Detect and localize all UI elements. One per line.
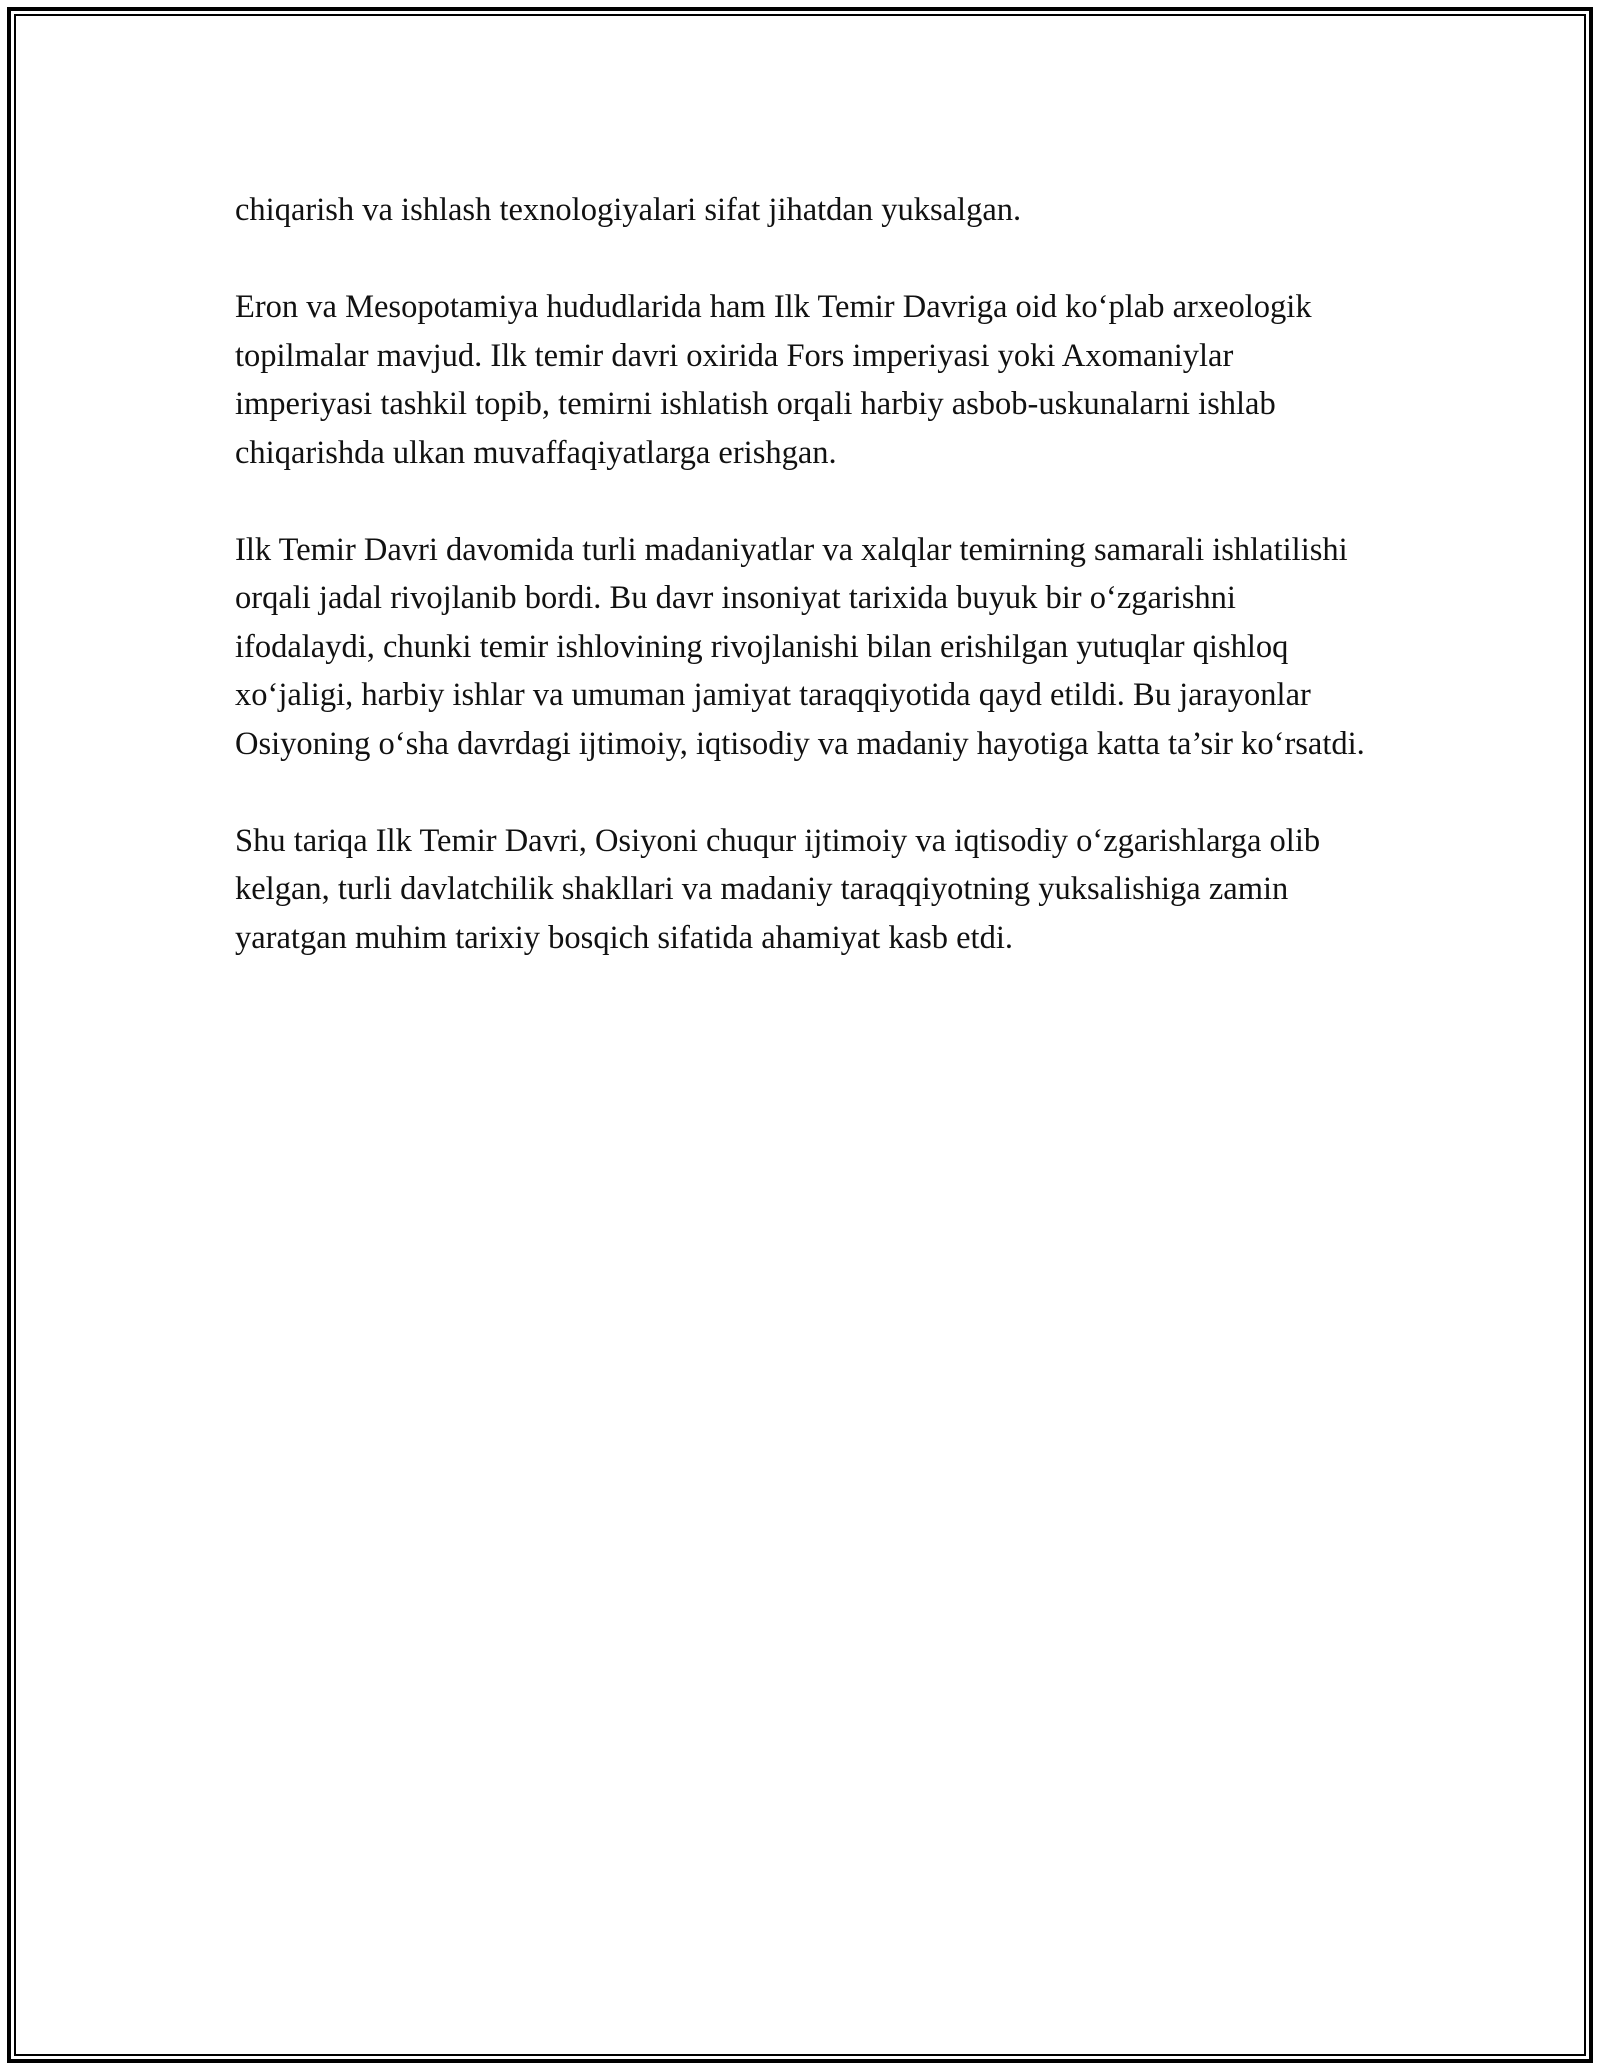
paragraph-conclusion: Shu tariqa Ilk Temir Davri, Osiyoni chuqur ijtimoiy va iqtisodiy o‘zgarishlarga olib kelgan, turli davlatchilik shakllari va madaniy taraqqiyotning yuksalishiga zamin yaratgan muhim tarixiy bosqich sifatida ahamiyat kasb etdi. [235,822,1321,956]
paragraph-early-iron-age-development: Ilk Temir Davri davomida turli madaniyatlar va xalqlar temirning samarali ishlatilishi orqali jadal rivojlanib bordi. Bu davr insoniyat tarixida buyuk bir o‘zgarishni ifodalaydi, chunki temir ishlovining rivojlanishi bilan erishilgan yutuqlar qishloq xo‘jaligi, harbiy ishlar va umuman jamiyat taraqqiyotida qayd etildi. Bu jarayonlar Osiyoning o‘sha davrdagi ijtimoiy, iqtisodiy va madaniy hayotiga katta ta’sir ko‘rsatdi. [235,531,1365,762]
document-body [235,186,1375,1011]
paragraph-continuation: chiqarish va ishlash texnologiyalari sifat jihatdan yuksalgan. [235,192,1022,228]
paragraph-iran-mesopotamia: Eron va Mesopotamiya hududlarida ham Ilk Temir Davriga oid ko‘plab arxeologik topilmalar mavjud. Ilk temir davri oxirida Fors imperiyasi yoki Axomaniylar imperiyasi tashkil topib, temirni ishlatish orqali harbiy asbob-uskunalarni ishlab chiqarishda ulkan muvaffaqiyatlarga erishgan. [235,289,1312,471]
